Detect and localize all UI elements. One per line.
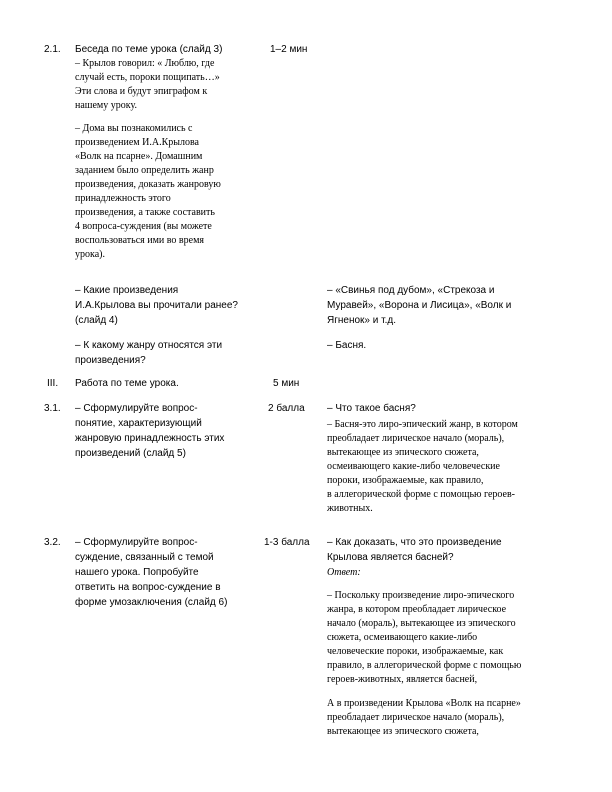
question-line: – К какому жанру относятся эти <box>75 340 223 351</box>
answer-heading: Крылова является басней? <box>327 552 454 563</box>
row-number: 2.1. <box>44 44 61 55</box>
teacher-text-line: урока). <box>75 249 105 260</box>
answer-line: человеческие пороки, изображаемые, как <box>327 646 504 657</box>
answer-line: – Басня. <box>327 340 367 351</box>
answer-line: А в произведении Крылова «Волк на псарне» <box>327 698 521 709</box>
answer-line: Ягненок» и т.д. <box>327 315 396 326</box>
question-line: – Какие произведения <box>75 285 179 296</box>
answer-heading: – Как доказать, что это произведение <box>327 537 502 548</box>
question-line: ответить на вопрос-суждение в <box>75 582 221 593</box>
row-number: 3.2. <box>44 537 61 548</box>
answer-line: – «Свинья под дубом», «Стрекоза и <box>327 285 495 296</box>
answer-line: – Басня-это лиро-эпический жанр, в котором <box>327 419 518 430</box>
question-line: произведений (слайд 5) <box>75 448 186 459</box>
answer-line: – Поскольку произведение лиро-эпического <box>327 590 515 601</box>
time-cell: 5 мин <box>273 378 300 389</box>
teacher-text-line: Эти слова и будут эпиграфом к <box>75 86 208 97</box>
teacher-text-line: 4 вопроса-суждения (вы можете <box>75 221 212 232</box>
section-title: Работа по теме урока. <box>75 378 179 389</box>
teacher-text-line: – Крылов говорил: « Люблю, где <box>75 58 215 69</box>
row-number: III. <box>47 378 59 389</box>
question-line: – Сформулируйте вопрос- <box>75 403 198 414</box>
answer-line: героев-животных, является басней, <box>327 674 478 685</box>
answer-line: начало (мораль), вытекающее из эпического <box>327 618 516 629</box>
question-line: форме умозаключения (слайд 6) <box>75 597 228 608</box>
answer-line: осмеивающего какие-либо человеческие <box>327 461 500 472</box>
teacher-text-line: произведения, а также составить <box>75 207 215 218</box>
answer-heading: – Что такое басня? <box>327 403 416 414</box>
teacher-text-line: случай есть, пороки пощипать…» <box>75 72 220 83</box>
question-line: И.А.Крылова вы прочитали ранее? <box>75 300 238 311</box>
teacher-text-line: произведением И.А.Крылова <box>75 137 199 148</box>
teacher-text-line: «Волк на псарне». Домашним <box>75 151 203 162</box>
row-number: 3.1. <box>44 403 61 414</box>
question-line: – Сформулируйте вопрос- <box>75 537 198 548</box>
answer-line: в аллегорической форме с помощью героев- <box>327 489 516 500</box>
teacher-text-line: нашему уроку. <box>75 100 137 111</box>
answer-label: Ответ: <box>327 567 361 578</box>
answer-line: Муравей», «Ворона и Лисица», «Волк и <box>327 300 512 311</box>
question-line: произведения? <box>75 355 146 366</box>
answer-line: вытекающее из эпического сюжета, <box>327 447 479 458</box>
teacher-text-line: произведения, доказать жанровую <box>75 179 221 190</box>
teacher-text-line: принадлежность этого <box>75 193 171 204</box>
answer-line: пороки, изображаемые, как правило, <box>327 475 484 486</box>
score-cell: 1-3 балла <box>264 537 310 548</box>
answer-line: животных. <box>327 503 373 514</box>
teacher-text-line: – Дома вы познакомились с <box>75 123 193 134</box>
question-line: понятие, характеризующий <box>75 418 202 429</box>
answer-line: правило, в аллегорической форме с помощью <box>327 660 522 671</box>
question-line: жанровую принадлежность этих <box>75 433 225 444</box>
teacher-text-line: воспользоваться ими во время <box>75 235 205 246</box>
question-line: (слайд 4) <box>75 315 118 326</box>
answer-line: преобладает лирическое начало (мораль), <box>327 433 505 444</box>
question-line: нашего урока. Попробуйте <box>75 567 199 578</box>
lesson-step-title: Беседа по теме урока (слайд 3) <box>75 44 223 55</box>
answer-line: сюжета, осмеивающего какие-либо <box>327 632 478 643</box>
teacher-text-line: заданием было определить жанр <box>75 165 214 176</box>
question-line: суждение, связанный с темой <box>75 552 214 563</box>
answer-line: жанра, в котором преобладает лирическое <box>327 604 507 615</box>
answer-line: преобладает лирическое начало (мораль), <box>327 712 505 723</box>
score-cell: 2 балла <box>268 403 305 414</box>
answer-line: вытекающее из эпического сюжета, <box>327 726 479 737</box>
time-cell: 1–2 мин <box>270 44 308 55</box>
